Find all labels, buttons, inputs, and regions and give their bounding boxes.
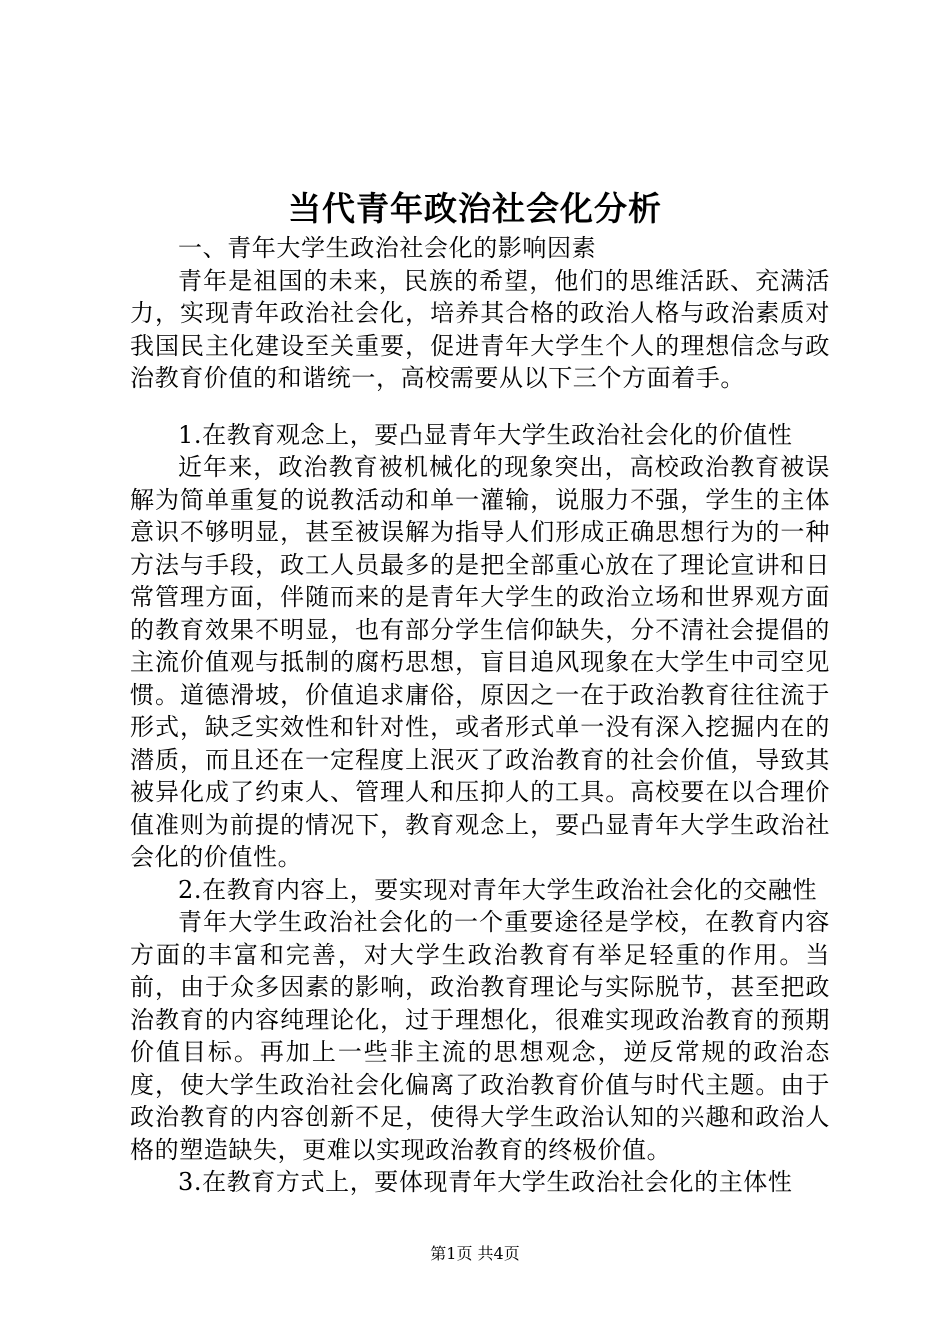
page-footer: 第1页 共4页 — [430, 1244, 520, 1263]
section-heading: 一、青年大学生政治社会化的影响因素 — [178, 234, 597, 262]
subsection-heading: 1.在教育观念上，要凸显青年大学生政治社会化的价值性 — [178, 420, 793, 449]
document-body — [130, 232, 830, 1199]
subsection-heading: 2.在教育内容上，要实现对青年大学生政治社会化的交融性 — [178, 875, 818, 904]
paragraph: 近年来，政治教育被机械化的现象突出，高校政治教育被误解为简单重复的说教活动和单一灌输，说服力不强，学生的主体意识不够明显，甚至被误解为指导人们形成正确思想行为的一种方法与手段，政工人员最多的是把全部重心放在了理论宣讲和日常管理方面，伴随而来的是青年大学生的政治立场和世界观方面的教育效果不明显，也有部分学生信仰缺失，分不清社会提倡的主流价值观与抵制的腐朽思想，盲目追风现象在大学生中司空见惯。道德滑坡，价值追求庸俗，原因之一在于政治教育往往流于形式，缺乏实效性和针对性，或者形式单一没有深入挖掘内在的潜质，而且还在一定程度上泯灭了政治教育的社会价值，导致其被异化成了约束人、管理人和压抑人的工具。高校要在以合理价值准则为前提的情况下，教育观念上，要凸显青年大学生政治社会化的价值性。 — [130, 453, 830, 871]
document-title: 当代青年政治社会化分析 — [288, 189, 662, 228]
paragraph: 青年是祖国的未来，民族的希望，他们的思维活跃、充满活力，实现青年政治社会化，培养其合格的政治人格与政治素质对我国民主化建设至关重要，促进青年大学生个人的理想信念与政治教育价值的和谐统一，高校需要从以下三个方面着手。 — [130, 266, 830, 392]
subsection-heading: 3.在教育方式上，要体现青年大学生政治社会化的主体性 — [178, 1168, 793, 1196]
paragraph-spacer — [130, 395, 830, 419]
paragraph: 青年大学生政治社会化的一个重要途径是学校，在教育内容方面的丰富和完善，对大学生政治教育有举足轻重的作用。当前，由于众多因素的影响，政治教育理论与实际脱节，甚至把政治教育的内容纯理论化，过于理想化，很难实现政治教育的预期价值目标。再加上一些非主流的思想观念，逆反常规的政治态度，使大学生政治社会化偏离了政治教育价值与时代主题。由于政治教育的内容创新不足，使得大学生政治认知的兴趣和政治人格的塑造缺失，更难以实现政治教育的终极价值。 — [130, 908, 830, 1164]
